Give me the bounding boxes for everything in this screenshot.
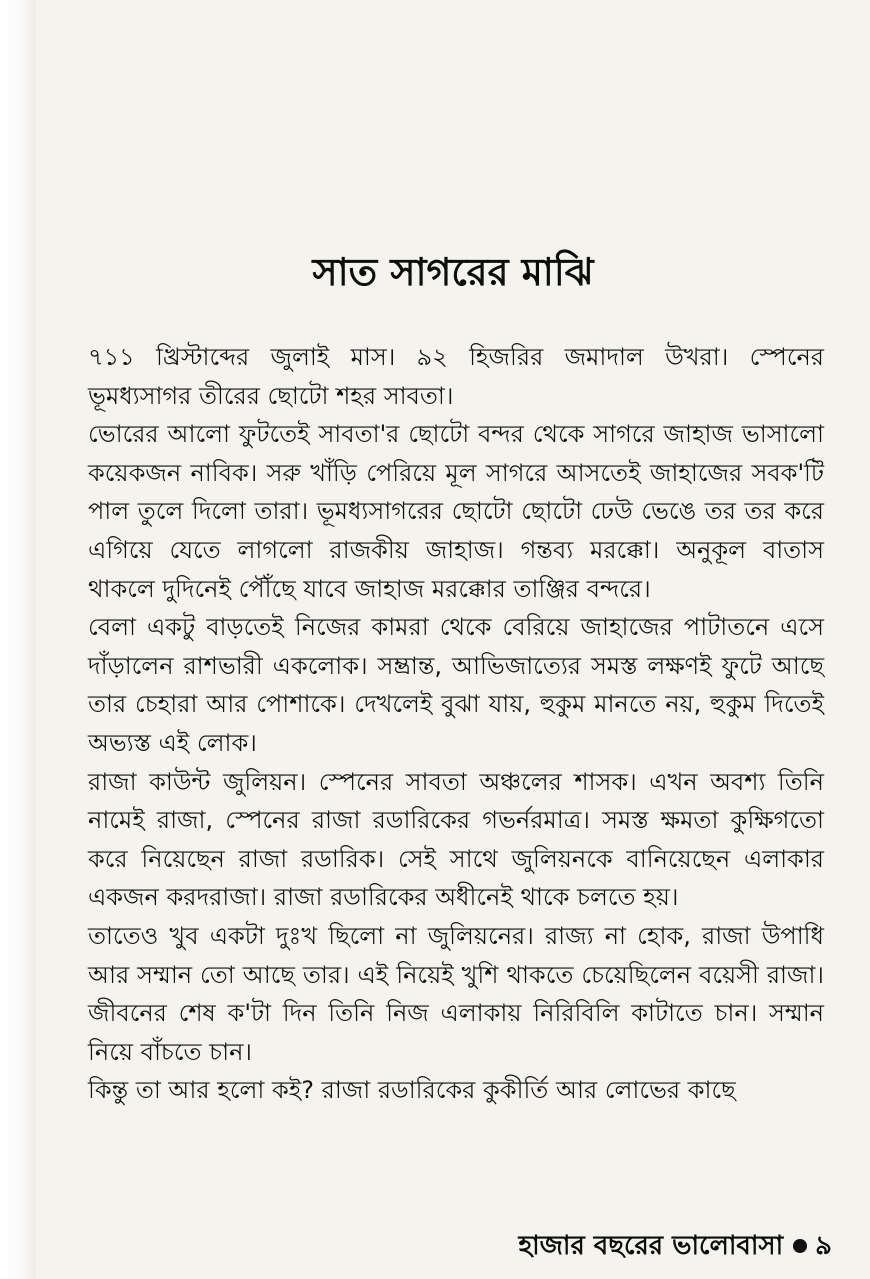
- book-page: [36, 0, 870, 1279]
- bullet-icon: [793, 1239, 807, 1253]
- paragraph: ৭১১ খ্রিস্টাব্দের জুলাই মাস। ৯২ হিজরির জমাদাল উখরা। স্পেনের ভূমধ্যসাগর তীরের ছোটো শহর সাবতা।: [88, 343, 824, 410]
- paragraph: বেলা একটু বাড়তেই নিজের কামরা থেকে বেরিয়ে জাহাজের পাটাতনে এসে দাঁড়ালেন রাশভারী একলোক। সম্ভ্রান্ত, আভিজাত্যের সমস্ত লক্ষণই ফুটে আছে তার চেহারা আর পোশাকে। দেখলেই বুঝা যায়, হুকুম মানতে নয়, হুকুম দিতেই অভ্যস্ত এই লোক।: [88, 613, 824, 757]
- paragraph: ভোরের আলো ফুটতেই সাবতা'র ছোটো বন্দর থেকে সাগরে জাহাজ ভাসালো কয়েকজন নাবিক। সরু খাঁড়ি পেরিয়ে মূল সাগরে আসতেই জাহাজের সবক'টি পাল তুলে দিলো তারা। ভূমধ্যসাগরের ছোটো ছোটো ঢেউ ভেঙে তর তর করে এগিয়ে যেতে লাগলো রাজকীয় জাহাজ। গন্তব্য মরক্কো। অনুকূল বাতাস থাকলে দুদিনেই পৌঁছে যাবে জাহাজ মরক্কোর তাঞ্জির বন্দরে।: [88, 420, 824, 603]
- running-footer: [518, 1226, 832, 1266]
- page-gutter: [0, 0, 36, 1279]
- paragraph: তাতেও খুব একটা দুঃখ ছিলো না জুলিয়নের। রাজ্য না হোক, রাজা উপাধি আর সম্মান তো আছে তার। এই নিয়েই খুশি থাকতে চেয়েছিলেন বয়েসী রাজা। জীবনের শেষ ক'টা দিন তিনি নিজ এলাকায় নিরিবিলি কাটাতে চান। সম্মান নিয়ে বাঁচতে চান।: [88, 921, 824, 1066]
- chapter-title: সাত সাগরের মাঝি: [312, 250, 594, 294]
- body-text: [88, 338, 824, 1110]
- paragraph: রাজা কাউন্ট জুলিয়ন। স্পেনের সাবতা অঞ্চলের শাসক। এখন অবশ্য তিনি নামেই রাজা, স্পেনের রাজা রডারিকের গভর্নরমাত্র। সমস্ত ক্ষমতা কুক্ষিগতো করে নিয়েছেন রাজা রডারিক। সেই সাথে জুলিয়নকে বানিয়েছেন এলাকার একজন করদরাজা। রাজা রডারিকের অধীনেই থাকে চলতে হয়।: [88, 767, 824, 912]
- paragraph: কিন্তু তা আর হলো কই? রাজা রডারিকের কুকীর্তি আর লোভের কাছে: [88, 1076, 736, 1105]
- book-title: হাজার বছরের ভালোবাসা: [518, 1231, 784, 1261]
- page-number: ৯: [815, 1231, 832, 1261]
